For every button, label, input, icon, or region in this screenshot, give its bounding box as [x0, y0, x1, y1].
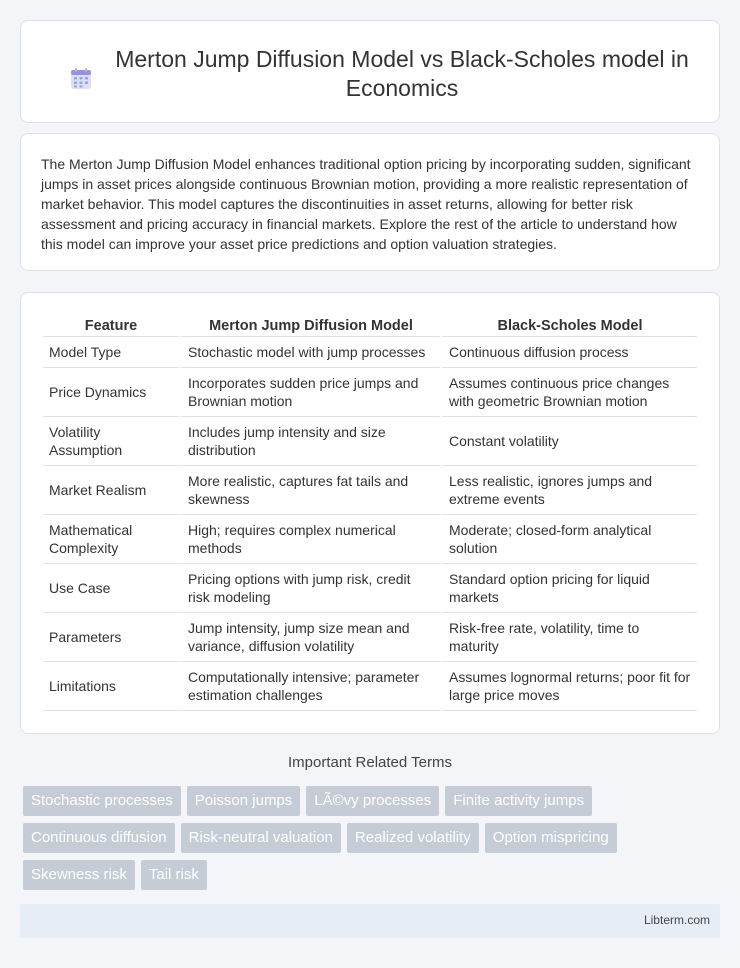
header-black-scholes: Black-Scholes Model: [440, 315, 697, 337]
term-tag-levy-processes[interactable]: LÃ©vy processes: [306, 786, 439, 816]
table-row: [43, 662, 697, 711]
calendar-icon: [69, 67, 93, 91]
black-scholes-cell: Less realistic, ignores jumps and extreme events: [440, 466, 697, 515]
black-scholes-cell: Assumes continuous price changes with geometric Brownian motion: [440, 368, 697, 417]
feature-cell: Use Case: [43, 564, 179, 613]
black-scholes-cell: Standard option pricing for liquid markets: [440, 564, 697, 613]
term-tag-continuous-diffusion[interactable]: Continuous diffusion: [23, 823, 175, 853]
term-tag-tail-risk[interactable]: Tail risk: [141, 860, 207, 890]
table-row: [43, 515, 697, 564]
title-card: [20, 20, 720, 123]
page-title: Merton Jump Diffusion Model vs Black-Scholes model in Economics: [115, 46, 689, 101]
table-row: [43, 337, 697, 368]
feature-cell: Model Type: [43, 337, 179, 368]
footer-site-link[interactable]: Libterm.com: [643, 913, 710, 927]
related-terms-title: Important Related Terms: [288, 754, 452, 771]
merton-cell: More realistic, captures fat tails and skewness: [179, 466, 440, 515]
comparison-table: [43, 315, 697, 711]
table-row: [43, 368, 697, 417]
feature-cell: Market Realism: [43, 466, 179, 515]
merton-cell: Incorporates sudden price jumps and Brownian motion: [179, 368, 440, 417]
merton-cell: Pricing options with jump risk, credit risk modeling: [179, 564, 440, 613]
black-scholes-cell: Constant volatility: [440, 417, 697, 466]
comparison-card: [20, 292, 720, 734]
footer: [20, 904, 720, 938]
feature-cell: Limitations: [43, 662, 179, 711]
merton-cell: High; requires complex numerical methods: [179, 515, 440, 564]
intro-paragraph: The Merton Jump Diffusion Model enhances traditional option pricing by incorporating sudden, significant jumps in asset prices alongside continuous Brownian motion, providing a more realistic representation of market behavior. This model captures the discontinuities in asset returns, allowing for better risk assessment and pricing accuracy in financial markets. Explore the rest of the article to understand how this model can improve your asset price predictions and option valuation strategies.: [41, 156, 691, 252]
black-scholes-cell: Continuous diffusion process: [440, 337, 697, 368]
merton-cell: Includes jump intensity and size distribution: [179, 417, 440, 466]
term-tag-realized-volatility[interactable]: Realized volatility: [347, 823, 479, 853]
term-tag-risk-neutral-valuation[interactable]: Risk-neutral valuation: [181, 823, 341, 853]
feature-cell: Mathematical Complexity: [43, 515, 179, 564]
related-terms-list: [23, 786, 723, 890]
feature-cell: Volatility Assumption: [43, 417, 179, 466]
intro-card: [20, 133, 720, 271]
header-merton: Merton Jump Diffusion Model: [179, 315, 440, 337]
table-header-row: [43, 315, 697, 337]
table-row: [43, 417, 697, 466]
term-tag-poisson-jumps[interactable]: Poisson jumps: [187, 786, 301, 816]
table-row: [43, 466, 697, 515]
black-scholes-cell: Risk-free rate, volatility, time to maturity: [440, 613, 697, 662]
feature-cell: Price Dynamics: [43, 368, 179, 417]
header-feature: Feature: [43, 315, 179, 337]
merton-cell: Jump intensity, jump size mean and variance, diffusion volatility: [179, 613, 440, 662]
term-tag-stochastic-processes[interactable]: Stochastic processes: [23, 786, 181, 816]
feature-cell: Parameters: [43, 613, 179, 662]
black-scholes-cell: Assumes lognormal returns; poor fit for large price moves: [440, 662, 697, 711]
table-row: [43, 613, 697, 662]
term-tag-skewness-risk[interactable]: Skewness risk: [23, 860, 135, 890]
table-row: [43, 564, 697, 613]
merton-cell: Stochastic model with jump processes: [179, 337, 440, 368]
term-tag-finite-activity-jumps[interactable]: Finite activity jumps: [445, 786, 592, 816]
merton-cell: Computationally intensive; parameter estimation challenges: [179, 662, 440, 711]
black-scholes-cell: Moderate; closed-form analytical solution: [440, 515, 697, 564]
term-tag-option-mispricing[interactable]: Option mispricing: [485, 823, 617, 853]
